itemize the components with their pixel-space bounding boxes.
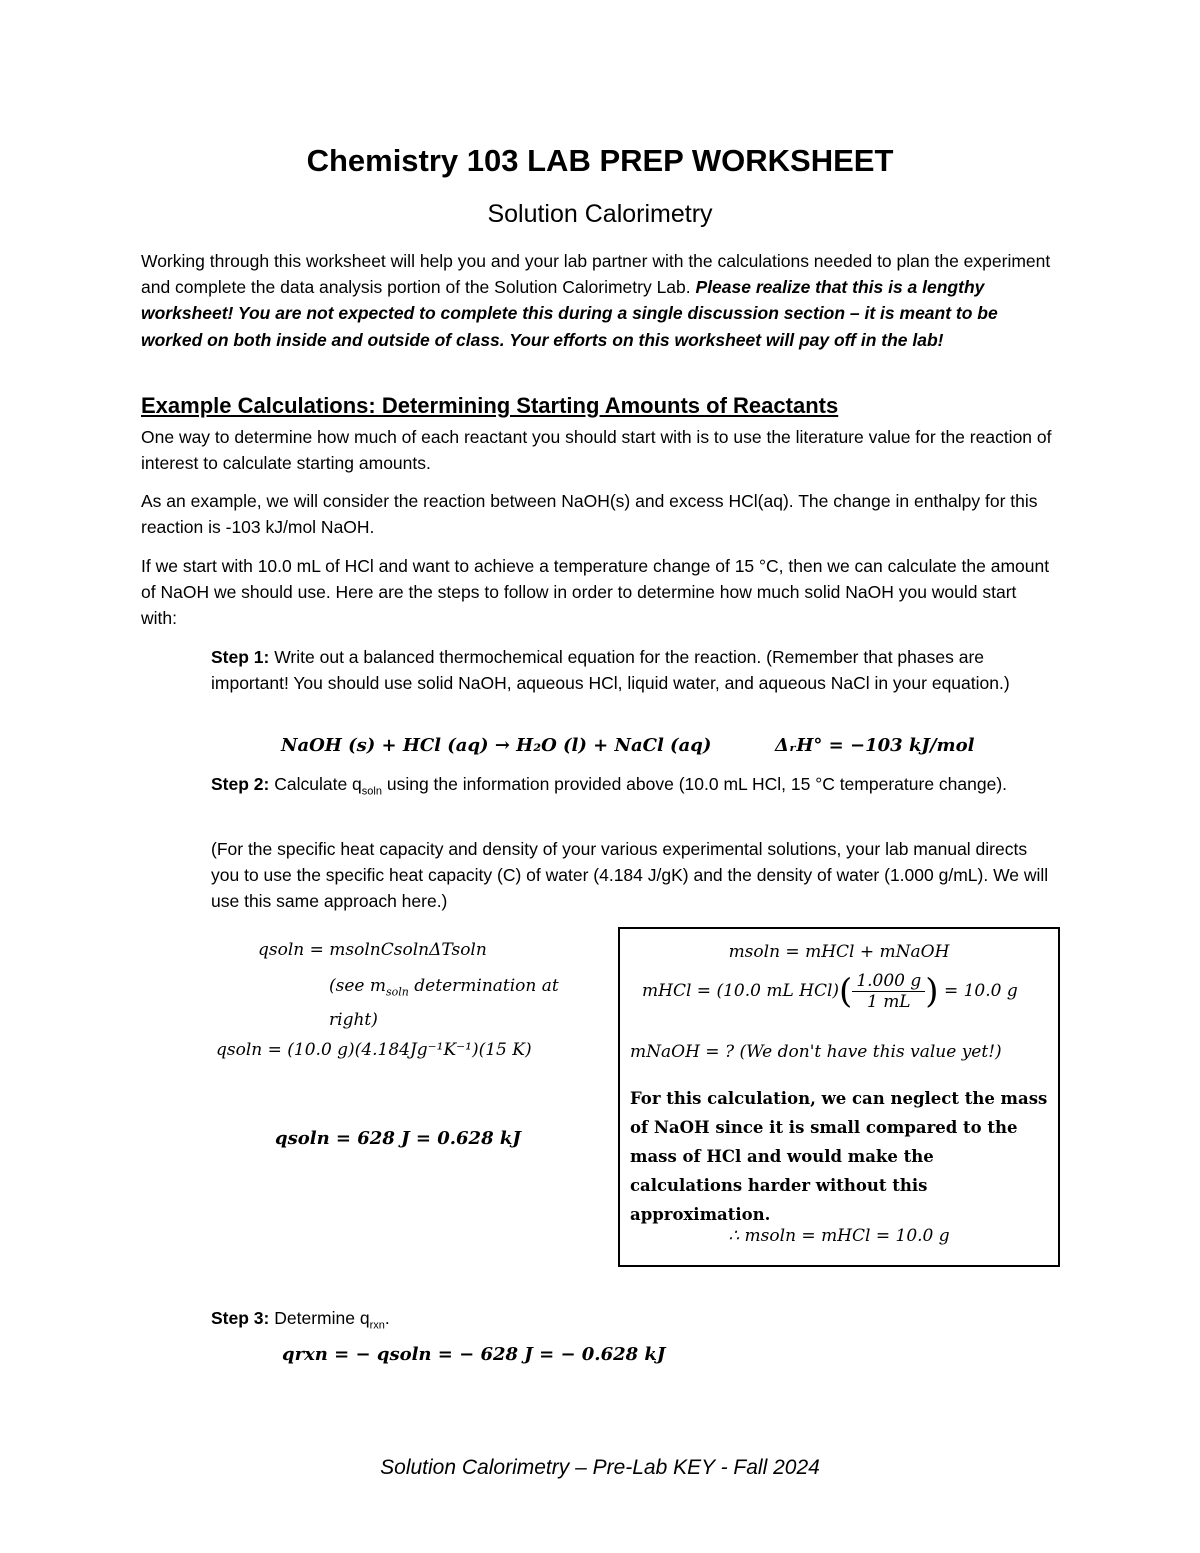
mnaoh-unknown: mNaOH = ? (We don't have this value yet!)	[630, 1042, 1002, 1062]
intro-emphasis: Please realize that this is a lengthy worksheet! You are not expected to complete this during a single discussion section – it is meant to be worked on both inside and outside of class. Your efforts on this worksheet will pay off in the lab!	[141, 277, 998, 350]
qsoln-substitution: qsoln = (10.0 g)(4.184Jg⁻¹K⁻¹)(15 K)	[216, 1040, 532, 1060]
msoln-conclusion: ∴ msoln = mHCl = 10.0 g	[728, 1226, 950, 1246]
intro-text: Working through this worksheet will help you and your lab partner with the calculations needed to plan the experiment and complete the data analysis portion of the Solution Calorimetry Lab.	[141, 251, 1051, 298]
qsoln-formula: qsoln = msolnCsolnΔTsoln	[258, 940, 487, 960]
density-fraction: $\frac{1.000 g}{1 mL}$	[852, 971, 925, 1012]
step-2-note: (For the specific heat capacity and density of your various experimental solutions, your lab manual directs you to use the specific heat capacity (C) of water (4.184 J/gK) and the density of water (1.000 g/mL). We will use this same approach here.)	[211, 839, 1049, 912]
qrxn-equation: qrxn = − qsoln = − 628 J = − 0.628 kJ	[282, 1344, 666, 1365]
page-title: Chemistry 103 LAB PREP WORKSHEET	[306, 143, 894, 178]
intro-paragraph	[141, 248, 1056, 353]
msoln-determination-box	[618, 927, 1060, 1267]
step-3	[211, 1305, 1056, 1339]
step-1-text: Write out a balanced thermochemical equation for the reaction. (Remember that phases are important! You should use solid NaOH, aqueous HCl, liquid water, and aqueous NaCl in your equation.)	[211, 647, 1010, 694]
mhcl-calculation: mHCl = (10.0 mL HCl)( $\frac{1.000 g}{1 mL}$ ) = 10.0 g	[642, 971, 1018, 1012]
page-footer: Solution Calorimetry – Pre-Lab KEY - Fall 2024	[380, 1456, 820, 1479]
paragraph-1: One way to determine how much of each reactant you should start with is to use the literature value for the reaction of interest to calculate starting amounts.	[141, 427, 1052, 474]
step-1-label: Step 1:	[211, 647, 270, 667]
step-1	[211, 644, 1056, 696]
step-2-label: Step 2:	[211, 774, 270, 794]
enthalpy-value: ΔᵣH° = −103 kJ/mol	[775, 735, 975, 756]
page-subtitle: Solution Calorimetry	[487, 200, 713, 228]
msoln-sum: msoln = mHCl + mNaOH	[728, 942, 950, 962]
paragraph-2: As an example, we will consider the reaction between NaOH(s) and excess HCl(aq). The change in enthalpy for this reaction is -103 kJ/mol NaOH.	[141, 491, 1038, 538]
step-3-text: Determine $q_{rxn}$.	[274, 1308, 390, 1332]
balanced-equation: NaOH (s) + HCl (aq) → H₂O (l) + NaCl (aq)	[281, 735, 712, 756]
msoln-note: (see $m_{soln}$ determination at right)	[329, 976, 559, 1031]
qsoln-result: qsoln = 628 J = 0.628 kJ	[275, 1128, 521, 1149]
paragraph-3: If we start with 10.0 mL of HCl and want to achieve a temperature change of 15 °C, then we can calculate the amount of NaOH we should use. Here are the steps to follow in order to determine how much solid NaOH you would start with:	[141, 556, 1050, 629]
step-2	[211, 771, 1056, 805]
step-3-label: Step 3:	[211, 1308, 270, 1328]
step-2-text: Calculate $q_{soln}$ using the information provided above (10.0 mL HCl, 15 °C temperature change).	[274, 774, 1008, 798]
section-heading: Example Calculations: Determining Starting Amounts of Reactants	[141, 393, 839, 418]
approximation-explanation: For this calculation, we can neglect the mass of NaOH since it is small compared to the mass of HCl and would make the calculations harder without this approximation.	[630, 1089, 1048, 1224]
